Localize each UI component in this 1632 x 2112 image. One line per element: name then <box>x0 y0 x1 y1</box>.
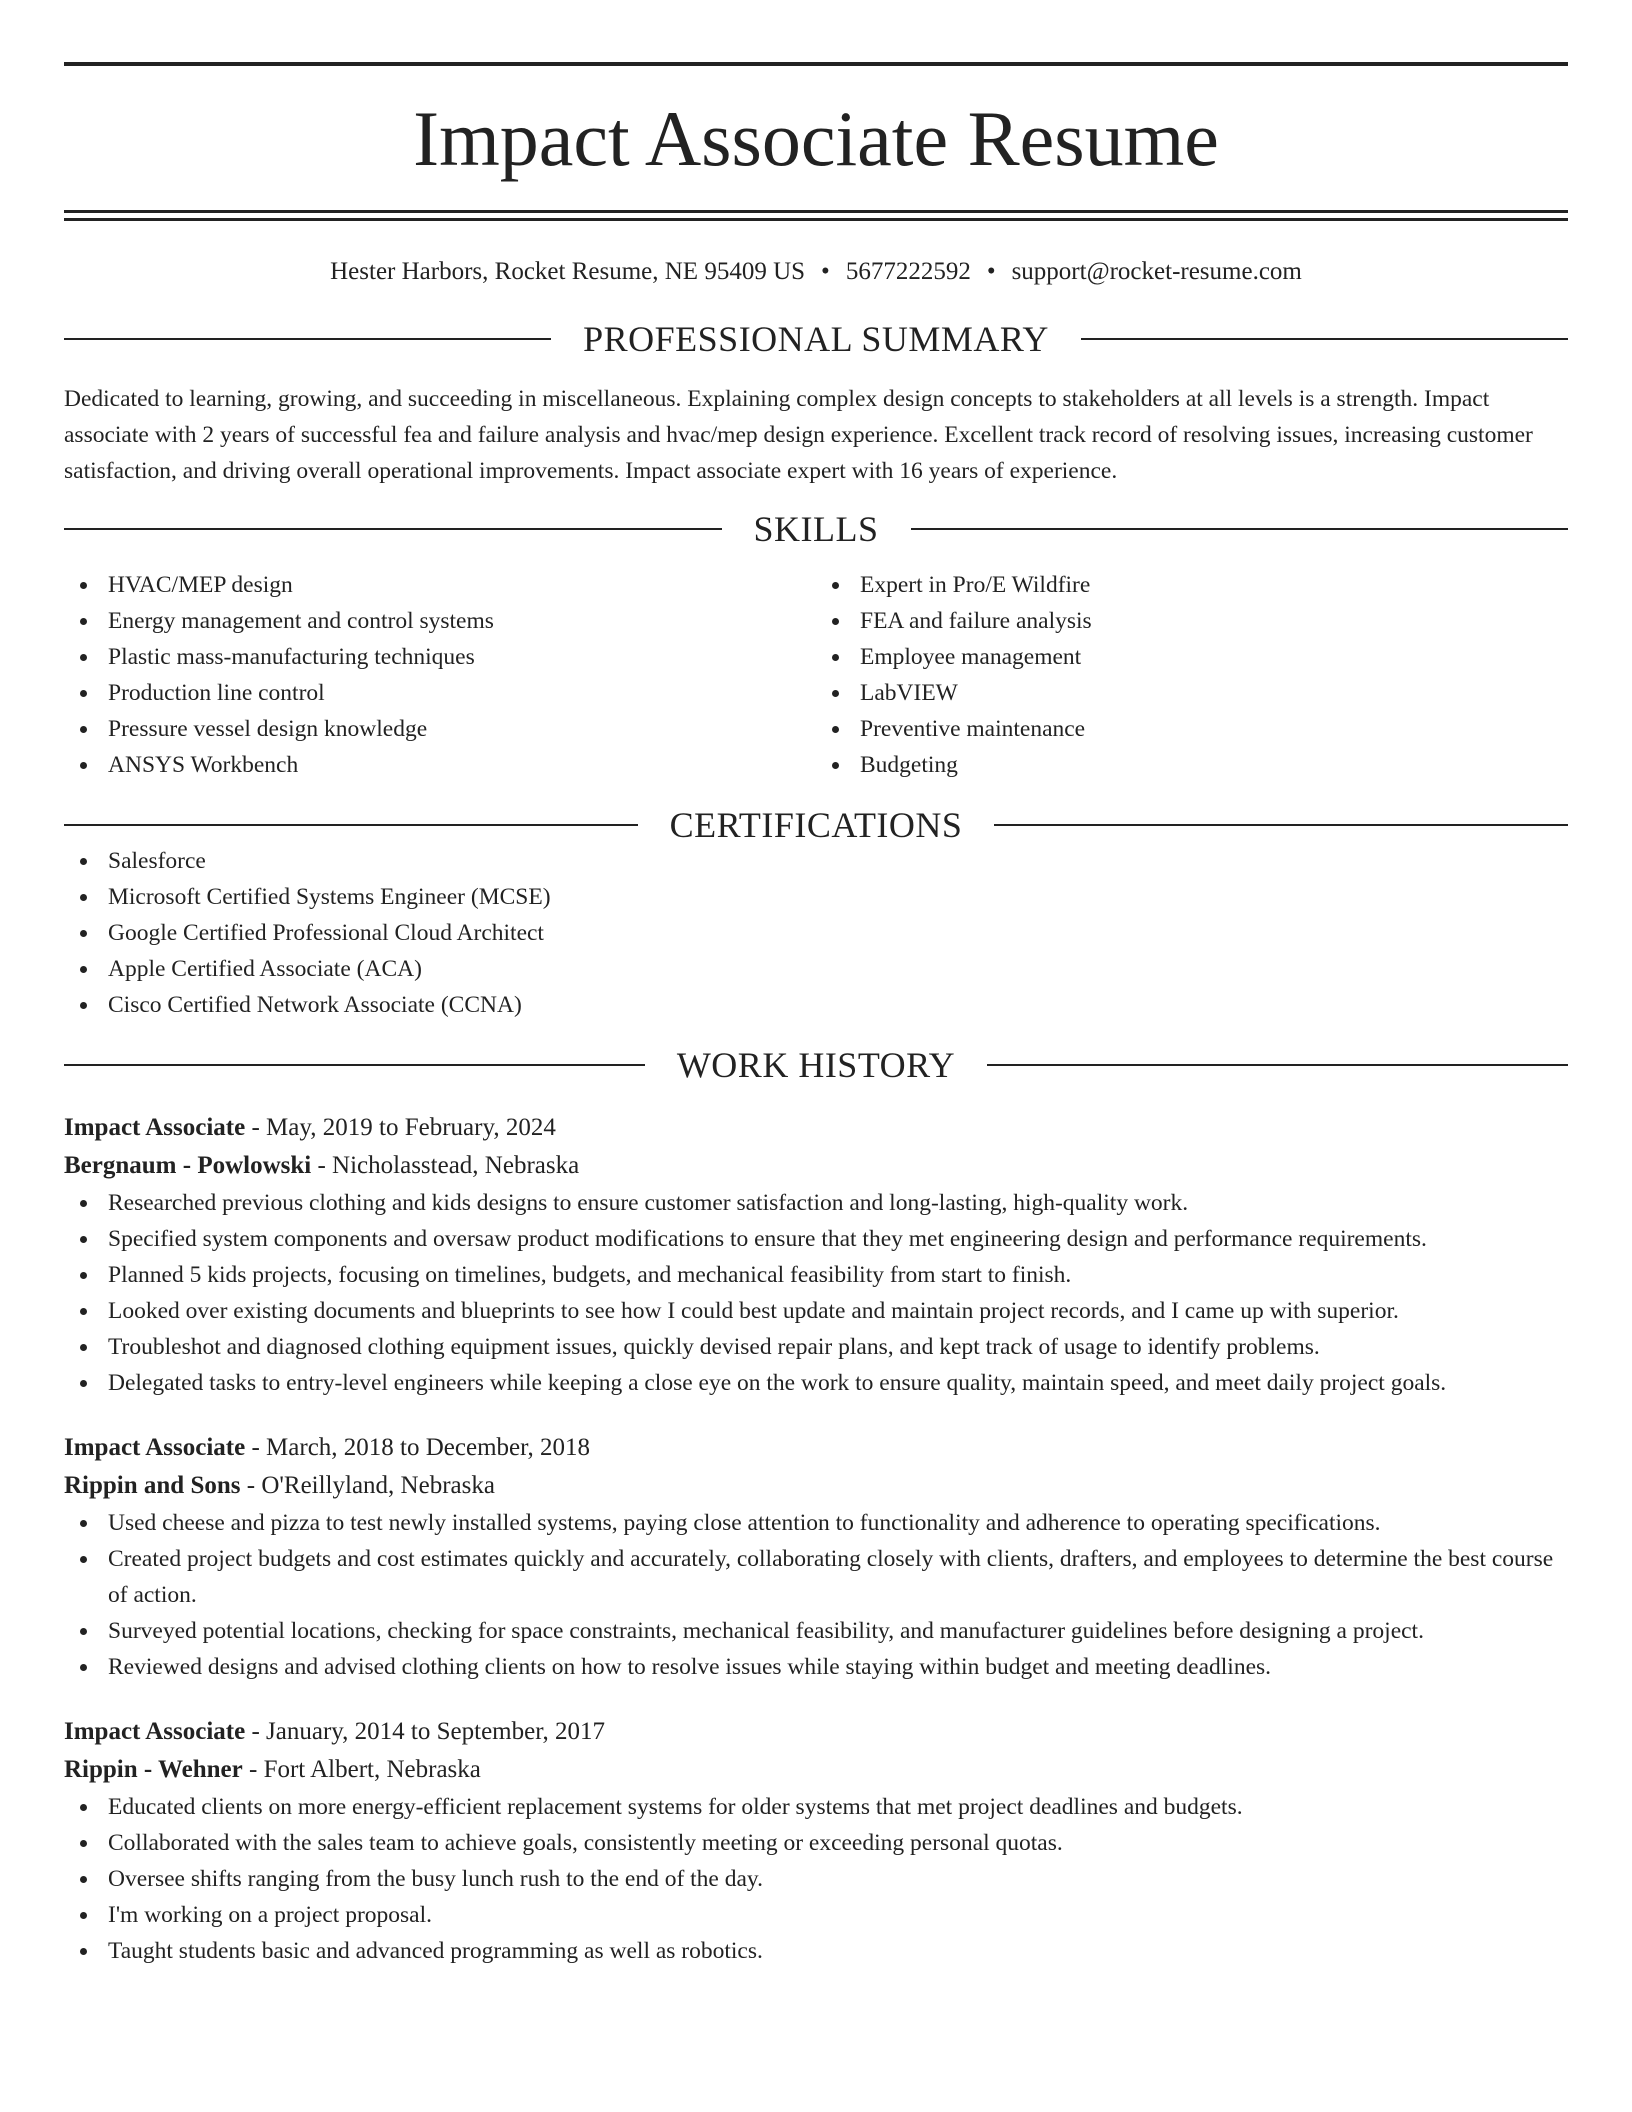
duty-item: Looked over existing documents and blueprints to see how I could best update and maintain project records, and I came up with superior. <box>64 1293 1568 1329</box>
duty-item: Educated clients on more energy-efficient replacement systems for older systems that met project deadlines and budgets. <box>64 1789 1568 1825</box>
contact-address: Hester Harbors, Rocket Resume, NE 95409 US <box>330 258 806 285</box>
skill-item: FEA and failure analysis <box>816 603 1568 639</box>
skills-column-right <box>816 567 1568 783</box>
duty-item: Specified system components and oversaw product modifications to ensure that they met engineering design and performance requirements. <box>64 1221 1568 1257</box>
job-title: Impact Associate <box>64 1434 246 1461</box>
job-dates: - January, 2014 to September, 2017 <box>245 1718 606 1745</box>
heading-rule <box>911 528 1569 530</box>
duty-item: I'm working on a project proposal. <box>64 1897 1568 1933</box>
job-location: - Nicholasstead, Nebraska <box>311 1152 580 1179</box>
heading-rule <box>64 1064 645 1066</box>
skill-item: Pressure vessel design knowledge <box>64 711 816 747</box>
certifications-list <box>64 843 1568 1023</box>
skill-item: Preventive maintenance <box>816 711 1568 747</box>
job-dates: - March, 2018 to December, 2018 <box>245 1434 590 1461</box>
job-duties-list <box>64 1185 1568 1401</box>
heading-rule <box>994 824 1568 826</box>
work-history-list <box>64 1109 1568 1969</box>
skill-item: Expert in Pro/E Wildfire <box>816 567 1568 603</box>
section-heading-summary <box>64 321 1568 357</box>
title-double-rule <box>64 210 1568 221</box>
heading-rule <box>64 338 551 340</box>
job-company: Bergnaum - Powlowski <box>64 1152 312 1179</box>
job-title: Impact Associate <box>64 1718 246 1745</box>
duty-item: Collaborated with the sales team to achieve goals, consistently meeting or exceeding personal quotas. <box>64 1825 1568 1861</box>
skill-item: Employee management <box>816 639 1568 675</box>
skill-item: ANSYS Workbench <box>64 747 816 783</box>
job-company-line <box>64 1467 1568 1505</box>
certification-item: Cisco Certified Network Associate (CCNA) <box>64 987 1568 1023</box>
heading-rule <box>1081 338 1568 340</box>
section-heading-certifications <box>64 807 1568 843</box>
job-company: Rippin - Wehner <box>64 1756 243 1783</box>
certification-item: Microsoft Certified Systems Engineer (MCSE) <box>64 879 1568 915</box>
job-company-line <box>64 1147 1568 1185</box>
duty-item: Reviewed designs and advised clothing clients on how to resolve issues while staying within budget and meeting deadlines. <box>64 1649 1568 1685</box>
section-heading-skills <box>64 511 1568 547</box>
skill-item: Energy management and control systems <box>64 603 816 639</box>
heading-rule <box>64 824 638 826</box>
job-company: Rippin and Sons <box>64 1472 241 1499</box>
job-location: - O'Reillyland, Nebraska <box>240 1472 495 1499</box>
duty-item: Created project budgets and cost estimates quickly and accurately, collaborating closely with clients, drafters, and employees to determine the best course of action. <box>64 1541 1568 1613</box>
skill-item: HVAC/MEP design <box>64 567 816 603</box>
contact-separator: • <box>821 258 830 285</box>
contact-email: support@rocket-resume.com <box>1011 258 1302 285</box>
duty-item: Surveyed potential locations, checking for space constraints, mechanical feasibility, and manufacturer guidelines before designing a project. <box>64 1613 1568 1649</box>
summary-text: Dedicated to learning, growing, and succeeding in miscellaneous. Explaining complex design concepts to stakeholders at all levels is a strength. Impact associate with 2 years of successful fea and failure analysis and hvac/mep design experience. Excellent track record of resolving issues, increasing customer satisfaction, and driving overall operational improvements. Impact associate expert with 16 years of experience. <box>64 386 1533 484</box>
duty-item: Taught students basic and advanced programming as well as robotics. <box>64 1933 1568 1969</box>
job-entry <box>64 1109 1568 1401</box>
skill-item: Plastic mass-manufacturing techniques <box>64 639 816 675</box>
contact-phone: 5677222592 <box>845 258 971 285</box>
section-heading-work-history <box>64 1047 1568 1083</box>
job-company-line <box>64 1751 1568 1789</box>
duty-item: Delegated tasks to entry-level engineers while keeping a close eye on the work to ensure quality, maintain speed, and meet daily project goals. <box>64 1365 1568 1401</box>
certification-item: Salesforce <box>64 843 1568 879</box>
job-entry <box>64 1429 1568 1685</box>
skills-grid <box>64 567 1568 783</box>
skills-column-left <box>64 567 816 783</box>
job-title-line <box>64 1109 1568 1147</box>
contact-separator: • <box>986 258 996 285</box>
duty-item: Oversee shifts ranging from the busy lunch rush to the end of the day. <box>64 1861 1568 1897</box>
duty-item: Used cheese and pizza to test newly installed systems, paying close attention to functionality and adherence to operating specifications. <box>64 1505 1568 1541</box>
job-entry <box>64 1713 1568 1969</box>
skill-item: Budgeting <box>816 747 1568 783</box>
heading-rule <box>64 528 722 530</box>
job-title: Impact Associate <box>64 1114 246 1141</box>
job-title-line <box>64 1713 1568 1751</box>
duty-item: Planned 5 kids projects, focusing on timelines, budgets, and mechanical feasibility from start to finish. <box>64 1257 1568 1293</box>
top-rule <box>64 62 1568 66</box>
heading-rule <box>987 1064 1568 1066</box>
job-location: - Fort Albert, Nebraska <box>242 1756 481 1783</box>
contact-line <box>64 258 1568 286</box>
section-title: PROFESSIONAL SUMMARY <box>583 319 1049 359</box>
section-title: SKILLS <box>753 509 879 549</box>
skill-item: Production line control <box>64 675 816 711</box>
job-duties-list <box>64 1505 1568 1685</box>
skill-item: LabVIEW <box>816 675 1568 711</box>
section-title: CERTIFICATIONS <box>669 805 963 845</box>
duty-item: Researched previous clothing and kids designs to ensure customer satisfaction and long-lasting, high-quality work. <box>64 1185 1568 1221</box>
section-title: WORK HISTORY <box>676 1045 956 1085</box>
certification-item: Apple Certified Associate (ACA) <box>64 951 1568 987</box>
job-title-line <box>64 1429 1568 1467</box>
job-dates: - May, 2019 to February, 2024 <box>245 1114 556 1141</box>
duty-item: Troubleshot and diagnosed clothing equipment issues, quickly devised repair plans, and kept track of usage to identify problems. <box>64 1329 1568 1365</box>
job-duties-list <box>64 1789 1568 1969</box>
certification-item: Google Certified Professional Cloud Architect <box>64 915 1568 951</box>
page-title: Impact Associate Resume <box>413 95 1219 182</box>
